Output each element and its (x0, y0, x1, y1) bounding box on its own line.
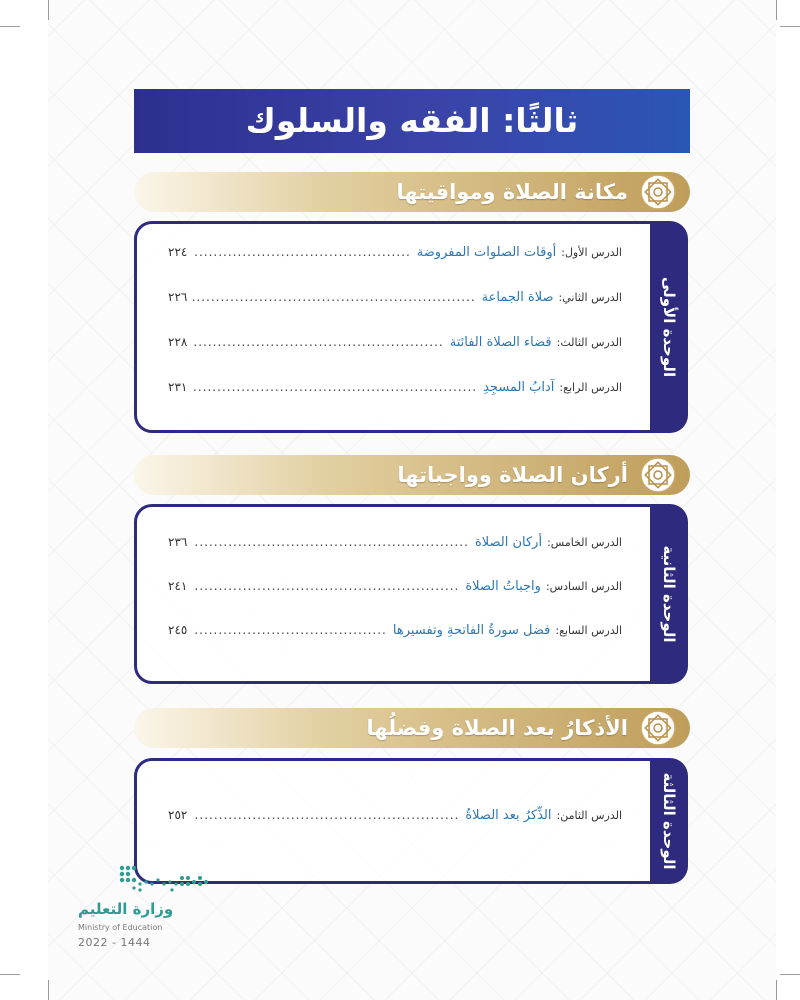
section-header (134, 708, 690, 748)
unit-label: الوحدة الثالثة (660, 772, 678, 870)
lesson-title: واجباتُ الصلاة (465, 579, 541, 594)
lesson-number: الدرس الثالث (560, 336, 622, 349)
edition-year: 2022 - 1444 (78, 936, 151, 949)
crop-mark (780, 974, 800, 975)
page-number: ٢٢٤ (168, 245, 188, 259)
page-number: ٢٣١ (168, 380, 188, 394)
page-number: ٢٢٨ (168, 335, 188, 349)
dot-leader (193, 380, 477, 394)
lesson-title: الذِّكرُ بعد الصلاةُ (465, 808, 552, 823)
lesson-title: صلاة الجماعة (481, 290, 554, 305)
lesson-row[interactable]: الدرس الرابع : آدابُ المسجِدِ ..... ٢٣١ (168, 380, 622, 402)
crop-mark (0, 26, 20, 27)
dot-leader (193, 579, 459, 593)
crop-mark (48, 980, 49, 1000)
section-header (134, 455, 690, 495)
dot-leader (193, 335, 443, 349)
dot-leader (193, 245, 410, 259)
ministry-emblem-icon (72, 860, 212, 898)
rosette-icon (640, 710, 676, 746)
lesson-title: أركان الصلاة (474, 535, 543, 550)
unit-tab (650, 221, 688, 433)
lesson-row[interactable]: الدرس السادس : واجباتُ الصلاة ..... ٢٤١ (168, 579, 622, 601)
dot-leader (193, 623, 387, 637)
lesson-row[interactable]: الدرس الثامن : الذِّكرُ بعد الصلاةُ ..... ٢٥٢ (168, 808, 622, 830)
rosette-icon (640, 457, 676, 493)
lesson-number: الدرس الخامس (550, 536, 622, 549)
unit-label: الوحدة الثانية (660, 545, 678, 643)
crop-mark (0, 974, 20, 975)
crop-mark (776, 980, 777, 1000)
unit-label: الوحدة الأولى (660, 276, 678, 378)
lesson-number: الدرس السابع (559, 624, 622, 637)
lesson-number: الدرس الأول (564, 246, 622, 259)
lesson-number: الدرس السادس (549, 580, 622, 593)
rosette-icon (640, 174, 676, 210)
lesson-number: الدرس الثامن (560, 809, 622, 822)
unit-tab (650, 504, 688, 684)
lesson-title: قضاء الصلاة الفائتة (449, 335, 552, 350)
lesson-row[interactable]: الدرس السابع : فضل سورةُ الفاتحةِ وتفسيرها ..... ٢٤٥ (168, 623, 622, 645)
lesson-title: فضل سورةُ الفاتحةِ وتفسيرها (392, 623, 551, 638)
lesson-row[interactable]: الدرس الثاني : صلاة الجماعة ..... ٢٢٦ (168, 290, 622, 312)
page-number: ٢٥٢ (168, 808, 188, 822)
page-number: ٢٤١ (168, 579, 188, 593)
section-title: مكانة الصلاة ومواقيتها (396, 180, 628, 204)
dot-leader (193, 535, 469, 549)
lesson-title: أوقات الصلوات المفروضة (416, 245, 557, 260)
lesson-row[interactable]: الدرس الأول : أوقات الصلوات المفروضة ..... ٢٢٤ (168, 245, 622, 267)
page-number: ٢٣٦ (168, 535, 188, 549)
crop-mark (776, 0, 777, 20)
section-title: أركان الصلاة وواجباتها (397, 463, 628, 487)
unit-tab (650, 758, 688, 884)
lesson-title: آدابُ المسجِدِ (483, 380, 555, 395)
page-title: ثالثًا: الفقه والسلوك (134, 89, 690, 153)
lesson-number: الدرس الثاني (562, 291, 622, 304)
section-title: الأذكارُ بعد الصلاة وفضلُها (366, 716, 628, 740)
dot-leader (193, 808, 459, 822)
page-number: ٢٢٦ (168, 290, 188, 304)
ministry-logo (72, 860, 212, 960)
ministry-name-arabic: وزارة التعليم (78, 900, 174, 918)
dot-leader (193, 290, 475, 304)
crop-mark (780, 26, 800, 27)
page-number: ٢٤٥ (168, 623, 188, 637)
lesson-row[interactable]: الدرس الخامس : أركان الصلاة ..... ٢٣٦ (168, 535, 622, 557)
lesson-row[interactable]: الدرس الثالث : قضاء الصلاة الفائتة ..... ٢٢٨ (168, 335, 622, 357)
section-header (134, 172, 690, 212)
ministry-name-english: Ministry of Education (78, 923, 163, 932)
crop-mark (48, 0, 49, 20)
lesson-number: الدرس الرابع (563, 381, 622, 394)
